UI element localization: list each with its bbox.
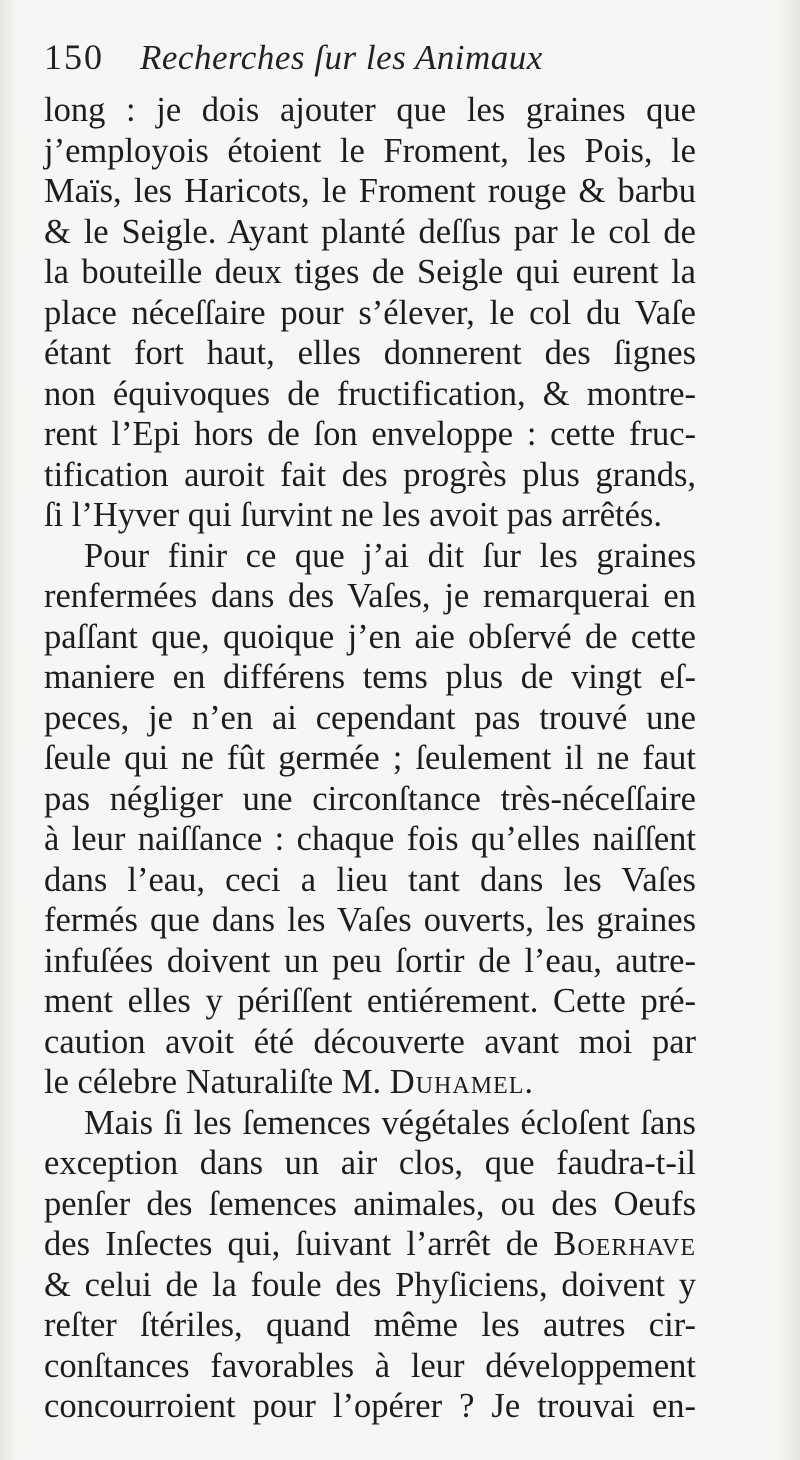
text-line: long : je dois ajouter que les graines que bbox=[44, 91, 696, 129]
text-line: caution avoit été découverte avant moi par bbox=[44, 1022, 696, 1061]
page-right-edge-shadow bbox=[776, 0, 800, 1460]
text-line: & le Seigle. Ayant planté deſſus par le col de bbox=[44, 212, 696, 251]
text-line bbox=[44, 1062, 696, 1103]
text-line: penſer des ſemences animales, ou des Oeufs bbox=[44, 1184, 696, 1223]
text-line: non équivoques de fructification, & montre- bbox=[44, 374, 696, 413]
text-line: j’employois étoient le Froment, les Pois, le bbox=[44, 131, 696, 170]
text-line: Pour finir ce que j’ai dit ſur les graines bbox=[84, 536, 696, 575]
body-text bbox=[44, 90, 696, 1427]
running-title: Recherches ſur les Animaux bbox=[140, 38, 543, 77]
text-line: peces, je n’en ai cependant pas trouvé une bbox=[44, 698, 696, 737]
text-line: fermés que dans les Vaſes ouverts, les graines bbox=[44, 901, 696, 939]
author-name-duhamel: Duhamel. bbox=[389, 1063, 534, 1101]
text-line: reſter ſtériles, quand même les autres cir- bbox=[44, 1306, 696, 1344]
text-line: infuſées doivent un peu ſortir de l’eau, autre- bbox=[44, 941, 696, 980]
text-line: dans l’eau, ceci a lieu tant dans les Vaſes bbox=[44, 860, 696, 899]
page-left-edge-shadow bbox=[0, 0, 18, 1460]
page-number: 150 bbox=[44, 37, 104, 77]
text-line: étant fort haut, elles donnerent des ſignes bbox=[44, 334, 696, 372]
text-line: Maïs, les Haricots, le Froment rouge & barbu bbox=[44, 172, 696, 210]
text-line: ment elles y périſſent entiérement. Cette pré- bbox=[44, 982, 696, 1020]
text-line: la bouteille deux tiges de Seigle qui eurent la bbox=[44, 253, 696, 291]
text-line: & celui de la foule des Phyſiciens, doivent y bbox=[44, 1265, 696, 1304]
text-line: maniere en différens tems plus de vingt eſ- bbox=[44, 658, 696, 696]
text-line: exception dans un air clos, que faudra-t-il bbox=[44, 1144, 696, 1182]
text-line: à leur naiſſance : chaque fois qu’elles naiſſent bbox=[44, 820, 696, 858]
text-line: concourroient pour l’opérer ? Je trouvai en- bbox=[44, 1387, 696, 1425]
text-line: renfermées dans des Vaſes, je remarquerai en bbox=[44, 577, 696, 615]
text-line: paſſant que, quoique j’en aie obſervé de cette bbox=[44, 617, 696, 656]
text-line: pas négliger une circonſtance très-néceſſaire bbox=[44, 779, 696, 818]
page-header bbox=[44, 36, 740, 88]
text-line bbox=[44, 1224, 696, 1265]
text-line: ſeule qui ne fût germée ; ſeulement il ne faut bbox=[44, 739, 696, 777]
text-line: rent l’Epi hors de ſon enveloppe : cette fruc- bbox=[44, 415, 696, 453]
text-line: Mais ſi les ſemences végétales écloſent ſans bbox=[84, 1103, 696, 1142]
text-line: ſi l’Hyver qui ſurvint ne les avoit pas arrêtés. bbox=[44, 496, 662, 534]
author-name-boerhave: Boerhave bbox=[553, 1225, 696, 1263]
text-line: place néceſſaire pour s’élever, le col du Vaſe bbox=[44, 293, 696, 332]
text-line: conſtances favorables à leur développement bbox=[44, 1346, 696, 1385]
text-fragment: des Inſectes qui, ſuivant l’arrêt de bbox=[44, 1225, 554, 1263]
text-line: tification auroit fait des progrès plus grands, bbox=[44, 455, 696, 494]
text-fragment: le célebre Naturaliſte M. bbox=[44, 1063, 390, 1101]
